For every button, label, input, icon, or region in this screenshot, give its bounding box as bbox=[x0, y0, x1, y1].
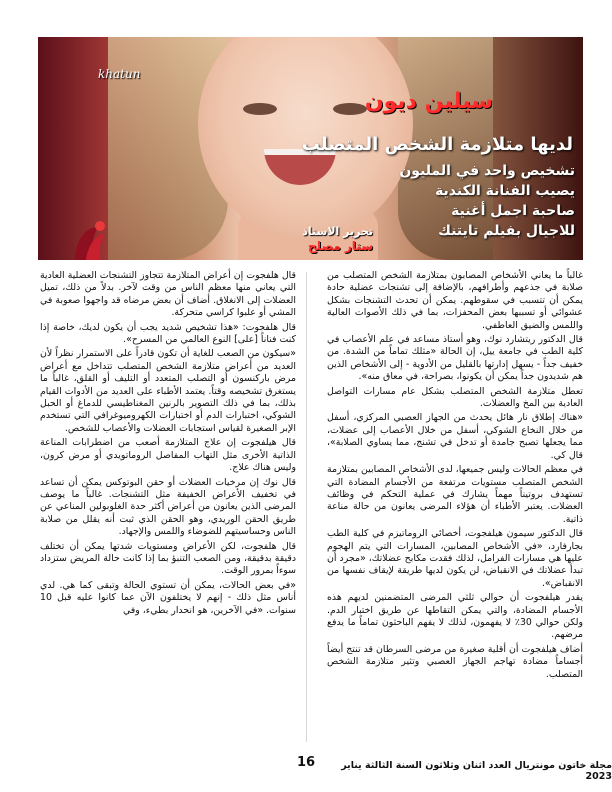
hero-headline: لديها متلازمة الشخص المتصلب bbox=[301, 134, 573, 155]
paragraph: قال الدكتور ريتشارد نوك، وهو أستاذ مساعد في علم الأعصاب في كلية الطب في جامعة ييل، إن الحالة «مثلك تماماً من الشدة. من خفيف جداً - يسهل إدارتها بالقليل من الأدوية - إلى الأشخاص الذين هم شديدون جداً يمكن أن يكونوا، بصراحة، في معاق منه». bbox=[327, 334, 583, 383]
hero-banner bbox=[38, 37, 583, 260]
article-column-left bbox=[40, 270, 296, 619]
paragraph: قال هلفجوت: «هذا تشخيص شديد يجب أن يكون لديك، خاصة إذا كنت فناناً [على] النوع العالمي من المسرح». bbox=[40, 321, 296, 346]
hero-byline-label: تحرير الاستاذ bbox=[302, 225, 373, 238]
footer-text: مجلة خاتون مونتريال العدد اثنان وثلاثون السنة الثالثة يناير 2023 bbox=[341, 760, 612, 782]
article-column-right bbox=[327, 270, 583, 683]
hero-name: سيلين ديون bbox=[364, 89, 493, 114]
logo-wordmark: khatun bbox=[98, 67, 141, 81]
khatun-logo-icon bbox=[66, 214, 156, 260]
paragraph: قال نوك إن مرخيات العضلات أو حقن البوتوكس يمكن أن تساعد في تخفيف الأعراض الخفيفة مثل التشنجات. غالباً ما يوصف المرضى الذين يعانون من أعراض أكثر حدة الغلوبولين المناعي عن طريق الحقن الوريدي، وهو الحقن الذي ثبت أنه يقلل من صلابة الناس وحساسيتهم للضوضاء واللمس والإجهاد. bbox=[40, 476, 296, 538]
paragraph: «سيكون من الصعب للغاية أن تكون قادراً على الاستمرار نظراً لأن العديد من أعراض متلازمة الشخص المتصلب تتداخل مع أعراض مرض باركنسون أو التصلب المتعدد أو التليف أو القلق، غالباً ما يستغرق تشخيصه وقتاً. يعتمد الأطباء على العديد من الأدوات القيام بذلك، بما في ذلك التصوير بالرنين المغناطيسي للدماغ أو الحبل الشوكي، اختبارات الدم أو اختبارات الكهروميوغرافي التي تستخدم الإبر الصغيرة لقياس استجابات العضلات والأعصاب للشخص. bbox=[40, 348, 296, 434]
hero-photo-eye-left bbox=[243, 103, 277, 115]
paragraph: تعطل متلازمة الشخص المتصلب بشكل عام مسارات التواصل العادية بين المخ والعضلات. bbox=[327, 385, 583, 410]
hero-byline-name: ستار مصلح bbox=[307, 239, 373, 253]
hero-line-3: صاحبة اجمل أغنية bbox=[451, 203, 575, 219]
hero-line-2: يصيب الفنانة الكندية bbox=[435, 183, 575, 199]
hero-line-4: للاجيال بفيلم تايتنك bbox=[438, 223, 575, 239]
column-divider bbox=[306, 272, 307, 742]
paragraph: قال هيلفجوت إن علاج المتلازمة أصعب من اضطرابات المناعة الذاتية الأخرى مثل التهاب المفاصل الروماتويدي أو مرض كرون، وليس هناك علاج. bbox=[40, 437, 296, 474]
paragraph: أضاف هيلفجوت أن أقلية صغيرة من مرضى السرطان قد تنتج أيضاً أجساماً مضادة تهاجم الجهاز العصبي وتثير متلازمة الشخص المتصلب. bbox=[327, 643, 583, 680]
paragraph: قال الدكتور سيمون هيلفجوت، أخصائي الروماتيزم في كلية الطب بجارفارد، «في الأشخاص المصابين، المسارات التي يتم الهجوم عليها هي مسارات الفرامل، لذلك فقدت مكابح عضلاتك، «مجرد أن تبدأ عضلاتك في الانقباض، لن يكون لديها طريقة لإيقاف نفسها من الانقباض». bbox=[327, 528, 583, 589]
paragraph: «هناك إطلاق نار هائل يحدث من الجهاز العصبي المركزي، أسفل من خلال النخاع الشوكي، أسفل من خلال الأعصاب إلى عضلات، مما يجعلها تصبح جامدة أو تدخل في تشنج، مما يساوي الصلابة»، قال كي. bbox=[327, 412, 583, 461]
paragraph: قال هلفجوت، لكن الأعراض ومستويات شدتها يمكن أن تختلف دقيقة بدقيقة، ومن الصعب التنبؤ بما إذا كانت حالة المريض ستزداد سوءاً بمرور الوقت. bbox=[40, 540, 296, 577]
paragraph: يقدر هيلفجوت أن حوالي ثلثي المرضى المتضمنين لديهم هذه الأجسام المضادة، والتي يمكن التقاطها عن طريق اختبار الدم. ولكن حوالي 30٪ لا يفهمون، لذلك لا يفهم الباحثون تماماً ما يدفع مرضهم. bbox=[327, 592, 583, 641]
paragraph: «في بعض الحالات، يمكن أن تستوي الحالة وتبقى كما هي. لدي أناس مثل ذلك - إنهم لا يختلفون الآن عما كانوا عليه قبل 10 سنوات. «في الآخرين، هو انحدار بطيء، وفي bbox=[40, 579, 296, 616]
paragraph: قال هلفجوت إن أعراض المتلازمة تتجاوز التشنجات العضلية العادية التي يعاني منها معظم الناس من وقت لآخر. بدلاً من ذلك، تميل العضلات إلى الانغلاق. أضاف أن بعض مرضاه قد واجهوا صعوبة في المشي أو علبوا كراسي متحركة. bbox=[40, 270, 296, 319]
paragraph: غالباً ما يعاني الأشخاص المصابون بمتلازمة الشخص المتصلب من صلابة في جذعهم وأطرافهم، بالإضافة إلى تشنجات عضلية حادة يمكن أن تتسبب في سقوطهم. يمكن أن تحدث التشنجات بشكل عشوائي أو تسببها بعض المحفزات، بما في ذلك الأصوات العالية واللمس والضيق العاطفي. bbox=[327, 270, 583, 331]
paragraph: في معظم الحالات وليس جميعها، لدى الأشخاص المصابين بمتلازمة الشخص المتصلب مستويات مرتفعة من الأجسام المضادة التي تستهدف بروتيناً مهماً يشارك في عملية التحكم في وظائف العضلات. يعتبر الأطباء أن هؤلاء المرضى يعانون من حالة مناعة ذاتية. bbox=[327, 464, 583, 525]
hero-line-1: تشخيص واحد في المليون bbox=[399, 163, 575, 179]
hero-photo-eye-right bbox=[333, 103, 367, 115]
page-number: 16 bbox=[297, 755, 316, 770]
